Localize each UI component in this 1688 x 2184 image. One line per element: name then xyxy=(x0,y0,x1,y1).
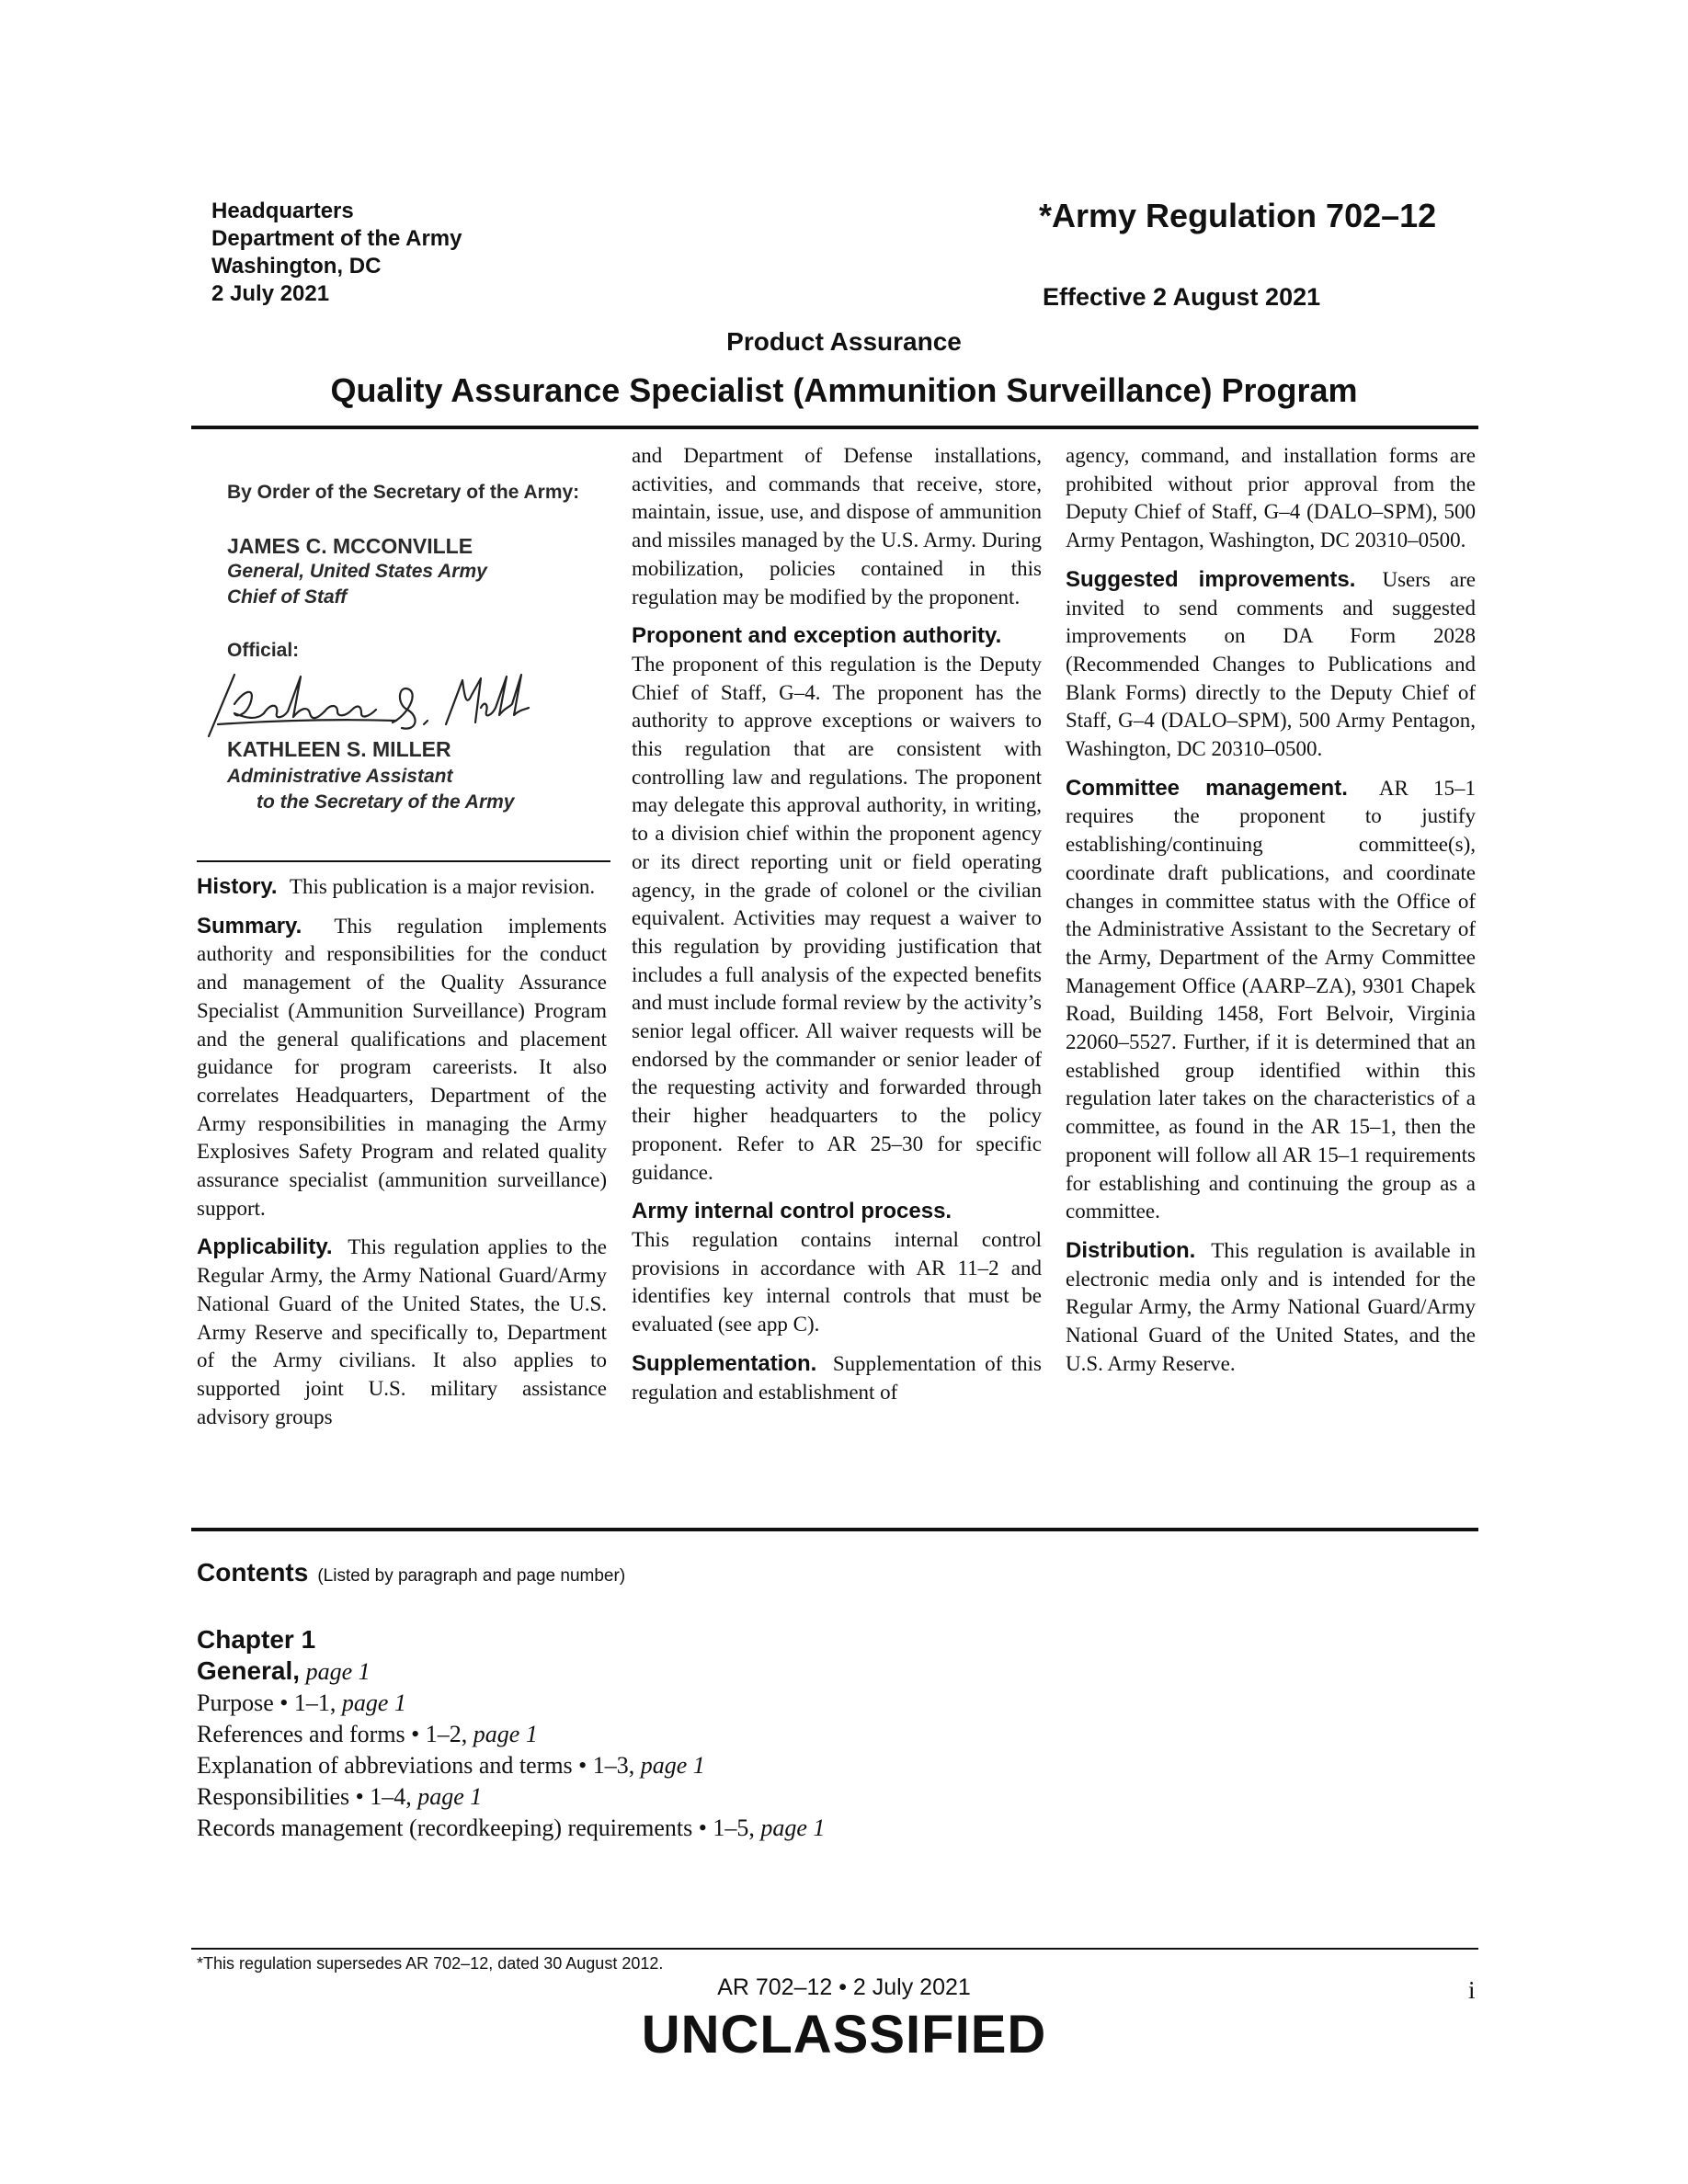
summary-heading: Summary. xyxy=(197,913,302,938)
toc-entry[interactable] xyxy=(197,1781,825,1813)
chapter-title: General, xyxy=(197,1656,301,1685)
proponent-heading: Proponent and exception authority. xyxy=(632,623,1002,649)
classification-marking: UNCLASSIFIED xyxy=(641,2005,1047,2065)
toc-entry[interactable] xyxy=(197,1813,825,1844)
supplementation-heading: Supplementation. xyxy=(632,1350,817,1376)
toc-entry-page: page 1 xyxy=(640,1752,705,1779)
internal-control-section xyxy=(632,1198,1042,1339)
toc-entry[interactable] xyxy=(197,1750,825,1781)
suggested-improvements-heading: Suggested improvements. xyxy=(1066,566,1356,592)
supersession-footnote: *This regulation supersedes AR 702–12, dated 30 August 2012. xyxy=(197,1954,664,1973)
suggested-improvements-text: Users are invited to send comments and suggested improvements on DA Form 2028 (Recommended Changes to Publications and Blank Forms) directly to the Deputy Chief of Staff, G–4 (DALO–SPM), 500 Army Pentagon, Washington, DC 20310–0500. xyxy=(1066,567,1476,761)
hq-date: 2 July 2021 xyxy=(211,281,330,306)
toc-entry-page: page 1 xyxy=(473,1721,538,1747)
summary-text: This regulation implements authority and responsibilities for the conduct and management of the Quality Assurance Specialist (Ammunition Surveillance) Program and the general qualifications and placement guidance for program careerists. It also correlates Headquarters, Department of the Army responsibilities in managing the Army Explosives Safety Program and related quality assurance specialist (ammunition surveillance) support. xyxy=(197,914,607,1220)
chapter-number: Chapter 1 xyxy=(197,1625,316,1654)
toc-entry-text: Records management (recordkeeping) requirements • 1–5, xyxy=(197,1814,755,1841)
effective-date: Effective 2 August 2021 xyxy=(1043,283,1321,311)
hq-line: Washington, DC xyxy=(211,254,382,279)
committee-management-text: AR 15–1 requires the proponent to justify establishing/continuing committee(s), coordinate draft publications, and coordinate changes in committee status with the Office of the Administrative Assistant to the Secretary of the Army, Department of the Army Committee Management Office (AARP–ZA), 9301 Chapek Road, Building 1458, Fort Belvoir, Virginia 22060–5527. Further, if it is determined that an established group identified within this regulation later takes on the characteristics of a committee, as found in the AR 15–1, then the proponent will follow all AR 15–1 requirements for establishing and continuing the group as a committee. xyxy=(1066,776,1476,1223)
internal-control-heading: Army internal control process. xyxy=(632,1199,952,1224)
supplementation-text: Supplementation of this regulation and establishment of xyxy=(632,1351,1042,1404)
history-section xyxy=(197,873,607,902)
applicability-text: This regulation applies to the Regular Army, the Army National Guard/Army National Guard of the United States, the U.S. Army Reserve and specifically to, Department of the Army civilians. It also applies to supported joint U.S. military assistance advisory groups xyxy=(197,1235,607,1428)
top-divider xyxy=(191,426,1478,429)
toc-entry-page: page 1 xyxy=(341,1689,406,1716)
column-1 xyxy=(197,873,607,1442)
applicability-section xyxy=(197,1234,607,1431)
document-title: Quality Assurance Specialist (Ammunition Surveillance) Program xyxy=(330,371,1358,409)
contents-header xyxy=(197,1558,825,1587)
toc-entry-text: Purpose • 1–1, xyxy=(197,1689,336,1716)
summary-section xyxy=(197,913,607,1223)
page-number: i xyxy=(1468,1976,1476,2004)
footnote-divider xyxy=(191,1948,1478,1950)
contents-note: (Listed by paragraph and page number) xyxy=(317,1566,626,1586)
aa-title-1: Administrative Assistant xyxy=(227,766,453,787)
distribution-text: This regulation is available in electronic media only and is intended for the Regular Army, the Army National Guard/Army National Guard of the United States, and the U.S. Army Reserve. xyxy=(1066,1238,1477,1375)
distribution-heading: Distribution. xyxy=(1066,1237,1196,1263)
applicability-heading: Applicability. xyxy=(197,1234,333,1260)
by-order-line: By Order of the Secretary of the Army: xyxy=(227,482,580,503)
toc-entry-text: References and forms • 1–2, xyxy=(197,1721,468,1747)
supplementation-section xyxy=(632,1350,1042,1406)
contents-divider xyxy=(191,1528,1478,1531)
toc-entry-page: page 1 xyxy=(760,1814,826,1841)
distribution-section xyxy=(1066,1237,1476,1379)
committee-management-section xyxy=(1066,775,1476,1226)
committee-management-heading: Committee management. xyxy=(1066,775,1348,801)
page-footer: AR 702–12 • 2 July 2021 xyxy=(717,1974,971,2000)
contents-heading: Contents xyxy=(197,1558,309,1587)
chief-title-2: Chief of Staff xyxy=(227,586,348,608)
column-2 xyxy=(632,442,1042,1417)
chapter-entry[interactable] xyxy=(197,1655,825,1688)
toc-entry[interactable] xyxy=(197,1719,825,1750)
chief-title-1: General, United States Army xyxy=(227,561,487,582)
order-block xyxy=(227,482,613,813)
toc-entry-text: Responsibilities • 1–4, xyxy=(197,1783,412,1810)
applicability-continued: and Department of Defense installations, activities, and commands that receive, store, maintain, issue, use, and dispose of ammunition and missiles managed by the U.S. Army. During mobilization, policies contained in this regulation may be modified by the proponent. xyxy=(632,444,1042,609)
column-3 xyxy=(1066,442,1476,1390)
order-block-divider xyxy=(197,860,610,862)
aa-title-2: to the Secretary of the Army xyxy=(257,791,515,813)
hq-line: Headquarters xyxy=(211,199,354,223)
official-label: Official: xyxy=(227,640,300,661)
chapter-page: page 1 xyxy=(305,1658,371,1685)
table-of-contents xyxy=(197,1558,825,1844)
issuing-headquarters xyxy=(211,198,462,308)
suggested-improvements-section xyxy=(1066,566,1476,764)
regulation-number: *Army Regulation 702–12 xyxy=(1039,197,1437,234)
regulation-category: Product Assurance xyxy=(726,327,962,356)
chief-of-staff-name: JAMES C. MCCONVILLE xyxy=(227,534,473,558)
proponent-text: The proponent of this regulation is the Deputy Chief of Staff, G–4. The proponent has the authority to approve exceptions or waivers to this regulation that are consistent with controlling law and regulations. The proponent may delegate this approval authority, in writing, to a division chief within the proponent agency or its direct reporting unit or field operating agency, in the grade of colonel or the civilian equivalent. Activities may request a waiver to this regulation by providing justification that includes a full analysis of the expected benefits and must include formal review by the activity’s senior legal officer. All waiver requests will be endorsed by the commander or senior leader of the requesting activity and forwarded through their higher headquarters to the policy proponent. Refer to AR 25–30 for specific guidance. xyxy=(632,652,1042,1184)
administrative-assistant-name: KATHLEEN S. MILLER xyxy=(227,737,451,761)
proponent-section xyxy=(632,622,1042,1187)
history-text: This publication is a major revision. xyxy=(289,875,596,898)
toc-entry-text: Explanation of abbreviations and terms • 1–3, xyxy=(197,1752,635,1779)
hq-line: Department of the Army xyxy=(211,226,462,251)
internal-control-text: This regulation contains internal control provisions in accordance with AR 11–2 and identifies key internal controls that must be evaluated (see app C). xyxy=(632,1227,1042,1337)
toc-entry-page: page 1 xyxy=(417,1783,483,1810)
supplementation-continued: agency, command, and installation forms are prohibited without prior approval from the Deputy Chief of Staff, G–4 (DALO–SPM), 500 Army Pentagon, Washington, DC 20310–0500. xyxy=(1066,444,1476,552)
history-heading: History. xyxy=(197,874,278,899)
handwritten-signature xyxy=(200,667,530,741)
toc-entry[interactable] xyxy=(197,1688,825,1719)
